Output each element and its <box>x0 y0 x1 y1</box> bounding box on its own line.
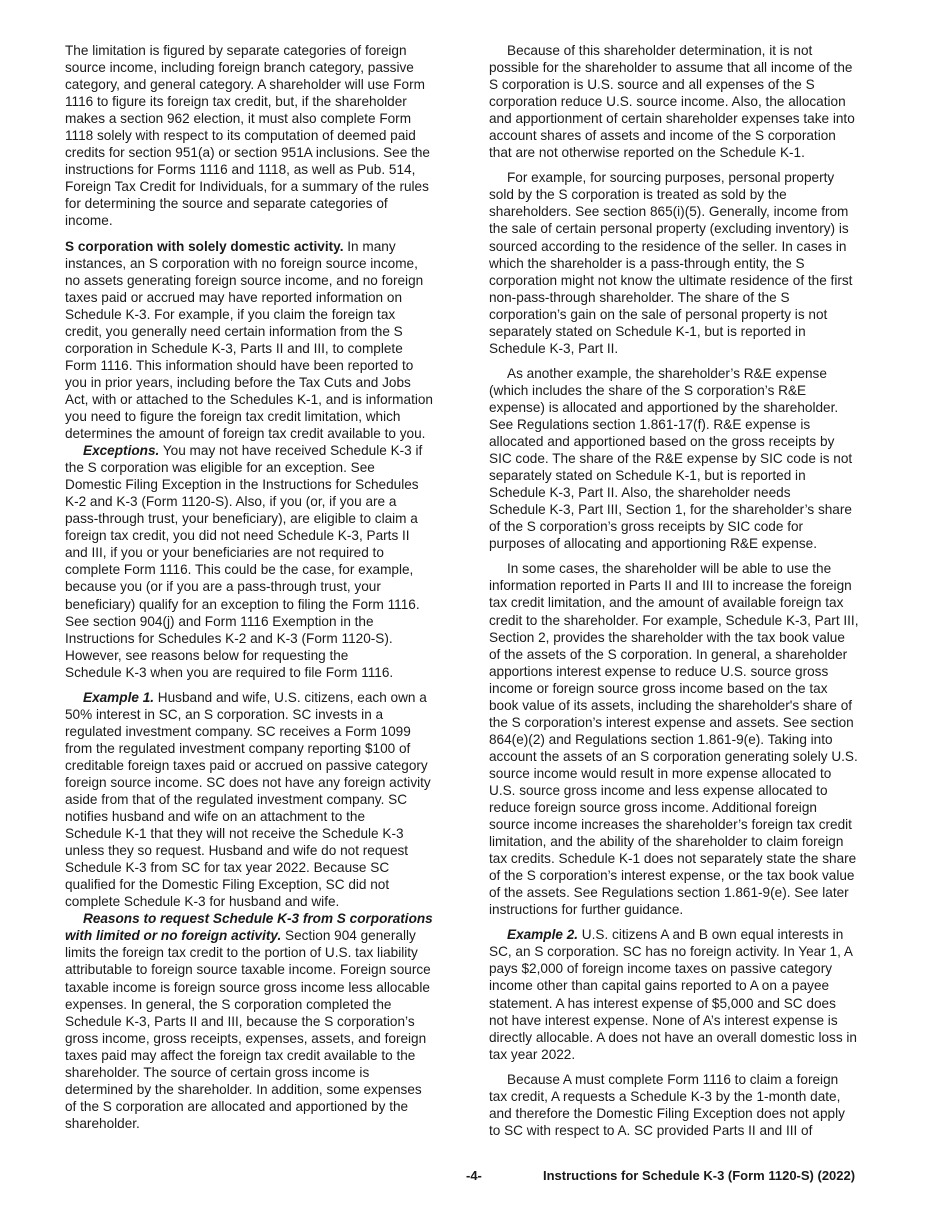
heading-reasons: Reasons to request Schedule K-3 from S corporations with limited or no foreign activity. <box>65 911 433 944</box>
page-number: -4- <box>466 1168 482 1183</box>
paragraph-shareholder-determination: Because of this shareholder determination, it is not possible for the shareholder to assume that all income of the S corporation is U.S. source and all expenses of the S corporation reduce U.S. source income. Also, the allocation and apportionment of certain shareholder expenses take into account shares of assets and income of the S corporation that are not otherwise reported on the Schedule K-1. <box>489 43 855 161</box>
paragraph-domestic-activity <box>65 238 463 443</box>
paragraph-limitation: The limitation is figured by separate categories of foreign source income, including foreign branch category, passive category, and general category. A shareholder will use Form 1116 to figure its foreign tax credit, but, if the shareholder makes a section 962 election, it must also complete Form 1118 solely with respect to its computation of deemed paid credits for section 951(a) or section 951A inclusions. See the instructions for Forms 1116 and 1118, as well as Pub. 514, Foreign Tax Credit for Individuals, for a summary of the rules for determining the source and separate categories of income. <box>65 43 430 229</box>
paragraph-form-1116-request: Because A must complete Form 1116 to claim a foreign tax credit, A requests a Schedule K-3 by the 1-month date, and therefore the Domestic Filing Exception does not apply to SC with respect to A. SC provided Parts II and III of <box>489 1071 845 1138</box>
text-example-2: U.S. citizens A and B own equal interests in SC, an S corporation. SC has no foreign activity. In Year 1, A pays $2,000 of foreign income taxes on passive category income other than capital gains reported to A on a payee statement. A has interest expense of $5,000 and SC does not have interest expense. None of A’s interest expense is directly allocable. A does not have an overall domestic loss in tax year 2022. <box>489 927 857 1062</box>
paragraph-re-expense: As another example, the shareholder’s R&E expense (which includes the share of the S corporation’s R&E expense) is allocated and apportioned by the shareholder. See Regulations section 1.861-17(f). R&E expense is allocated and apportioned based on the gross receipts by SIC code. The share of the R&E expense by SIC code is not separately stated on Schedule K-1, but is reported in Schedule K-3, Part II. Also, the shareholder needs Schedule K-3, Part III, Section 1, for the shareholder’s share of the S corporation’s gross receipts by SIC code for purposes of allocating and apportioning R&E expense. <box>489 365 853 552</box>
left-column <box>65 42 463 1132</box>
heading-exceptions: Exceptions. <box>83 443 160 459</box>
text-example-1: Husband and wife, U.S. citizens, each own a 50% interest in SC, an S corporation. SC invests in a regulated investment company. SC receives a Form 1099 from the regulated investment company reporting $100 of creditable foreign taxes paid or accrued on passive category foreign source income. SC does not have any foreign activity aside from that of the regulated investment company. SC notifies husband and wife on an attachment to the Schedule K-1 that they will not receive the Schedule K-3 unless they so request. Husband and wife do not request Schedule K-3 from SC for tax year 2022. Because SC qualified for the Domestic Filing Exception, SC did not complete Schedule K-3 for husband and wife. <box>65 689 431 910</box>
paragraph-example-1 <box>65 689 463 911</box>
text-reasons: Section 904 generally limits the foreign tax credit to the portion of U.S. tax liability attributable to foreign source taxable income. Foreign source taxable income is foreign source gross income less allocable expenses. In general, the S corporation completed the Schedule K-3, Parts II and III, because the S corporation’s gross income, gross receipts, expenses, assets, and foreign taxes paid may affect the foreign tax credit available to the shareholder. The source of certain gross income is determined by the shareholder. In addition, some expenses of the S corporation are allocated and apportioned by the shareholder. <box>65 928 431 1131</box>
right-column <box>489 42 887 1139</box>
paragraph-increase-limitation: In some cases, the shareholder will be able to use the information reported in Parts II and III to increase the foreign tax credit limitation, and the amount of available foreign tax credit to the shareholder. For example, Schedule K-3, Part III, Section 2, provides the shareholder with the tax book value of the assets of the S corporation. In general, a shareholder apportions interest expense to reduce U.S. source gross income or foreign source gross income based on the tax book value of its assets, including the shareholder's share of the S corporation’s interest expense and assets. See section 864(e)(2) and Regulations section 1.861-9(e). Taking into account the assets of an S corporation generating solely U.S. source income would result in more expense allocated to U.S. source gross income and less expense allocated to reduce foreign source gross income. Additional foreign source income increases the shareholder’s foreign tax credit limitation, and the ability of the shareholder to claim foreign tax credits. Schedule K-1 does not separately state the share of the S corporation’s interest expense, or the tax book value of the assets. See Regulations section 1.861-9(e). See later instructions for further guidance. <box>489 561 859 918</box>
heading-example-2: Example 2. <box>507 927 579 943</box>
page-footer <box>0 1168 950 1188</box>
paragraph-example-2 <box>489 926 887 1062</box>
paragraph-exceptions <box>65 442 463 681</box>
heading-domestic-activity: S corporation with solely domestic activity. <box>65 238 344 254</box>
text-domestic-activity: In many instances, an S corporation with no foreign source income, no assets generating foreign source income, and no foreign taxes paid or accrued may have reported information on Schedule K-3. For example, if you claim the foreign tax credit, you generally need certain information from the S corporation in Schedule K-3, Parts II and III, to complete Form 1116. This information should have been reported to you in prior years, including before the Tax Cuts and Jobs Act, with or attached to the Schedules K-1, and is information you need to figure the foreign tax credit limitation, which determines the amount of foreign tax credit available to you. <box>65 238 433 442</box>
heading-example-1: Example 1. <box>83 689 155 705</box>
paragraph-reasons <box>65 910 463 1132</box>
paragraph-sourcing-example: For example, for sourcing purposes, personal property sold by the S corporation is treated as sold by the shareholders. See section 865(i)(5). Generally, income from the sale of certain personal property (excluding inventory) is sourced according to the residence of the seller. In cases in which the shareholder is a pass-through entity, the S corporation might not know the ultimate residence of the first non-pass-through shareholder. The share of the S corporation’s gain on the sale of personal property is not separately stated on Schedule K-1, but is reported in Schedule K-3, Part II. <box>489 170 853 356</box>
text-exceptions: You may not have received Schedule K-3 if the S corporation was eligible for an exception. See Domestic Filing Exception in the Instructions for Schedules K-2 and K-3 (Form 1120-S). Also, if you (or, if you are a pass-through trust, your beneficiary), are eligible to claim a foreign tax credit, you did not need Schedule K-3, Parts II and III, if you or your beneficiaries are not required to complete Form 1116. This could be the case, for example, because you (or if you are a pass-through trust, your beneficiary) qualify for an exception to filing the Form 1116. See section 904(j) and Form 1116 Exemption in the Instructions for Schedules K-2 and K-3 (Form 1120-S). However, see reasons below for requesting the Schedule K-3 when you are required to file Form 1116. <box>65 443 423 680</box>
document-title: Instructions for Schedule K-3 (Form 1120-S) (2022) <box>543 1168 856 1183</box>
